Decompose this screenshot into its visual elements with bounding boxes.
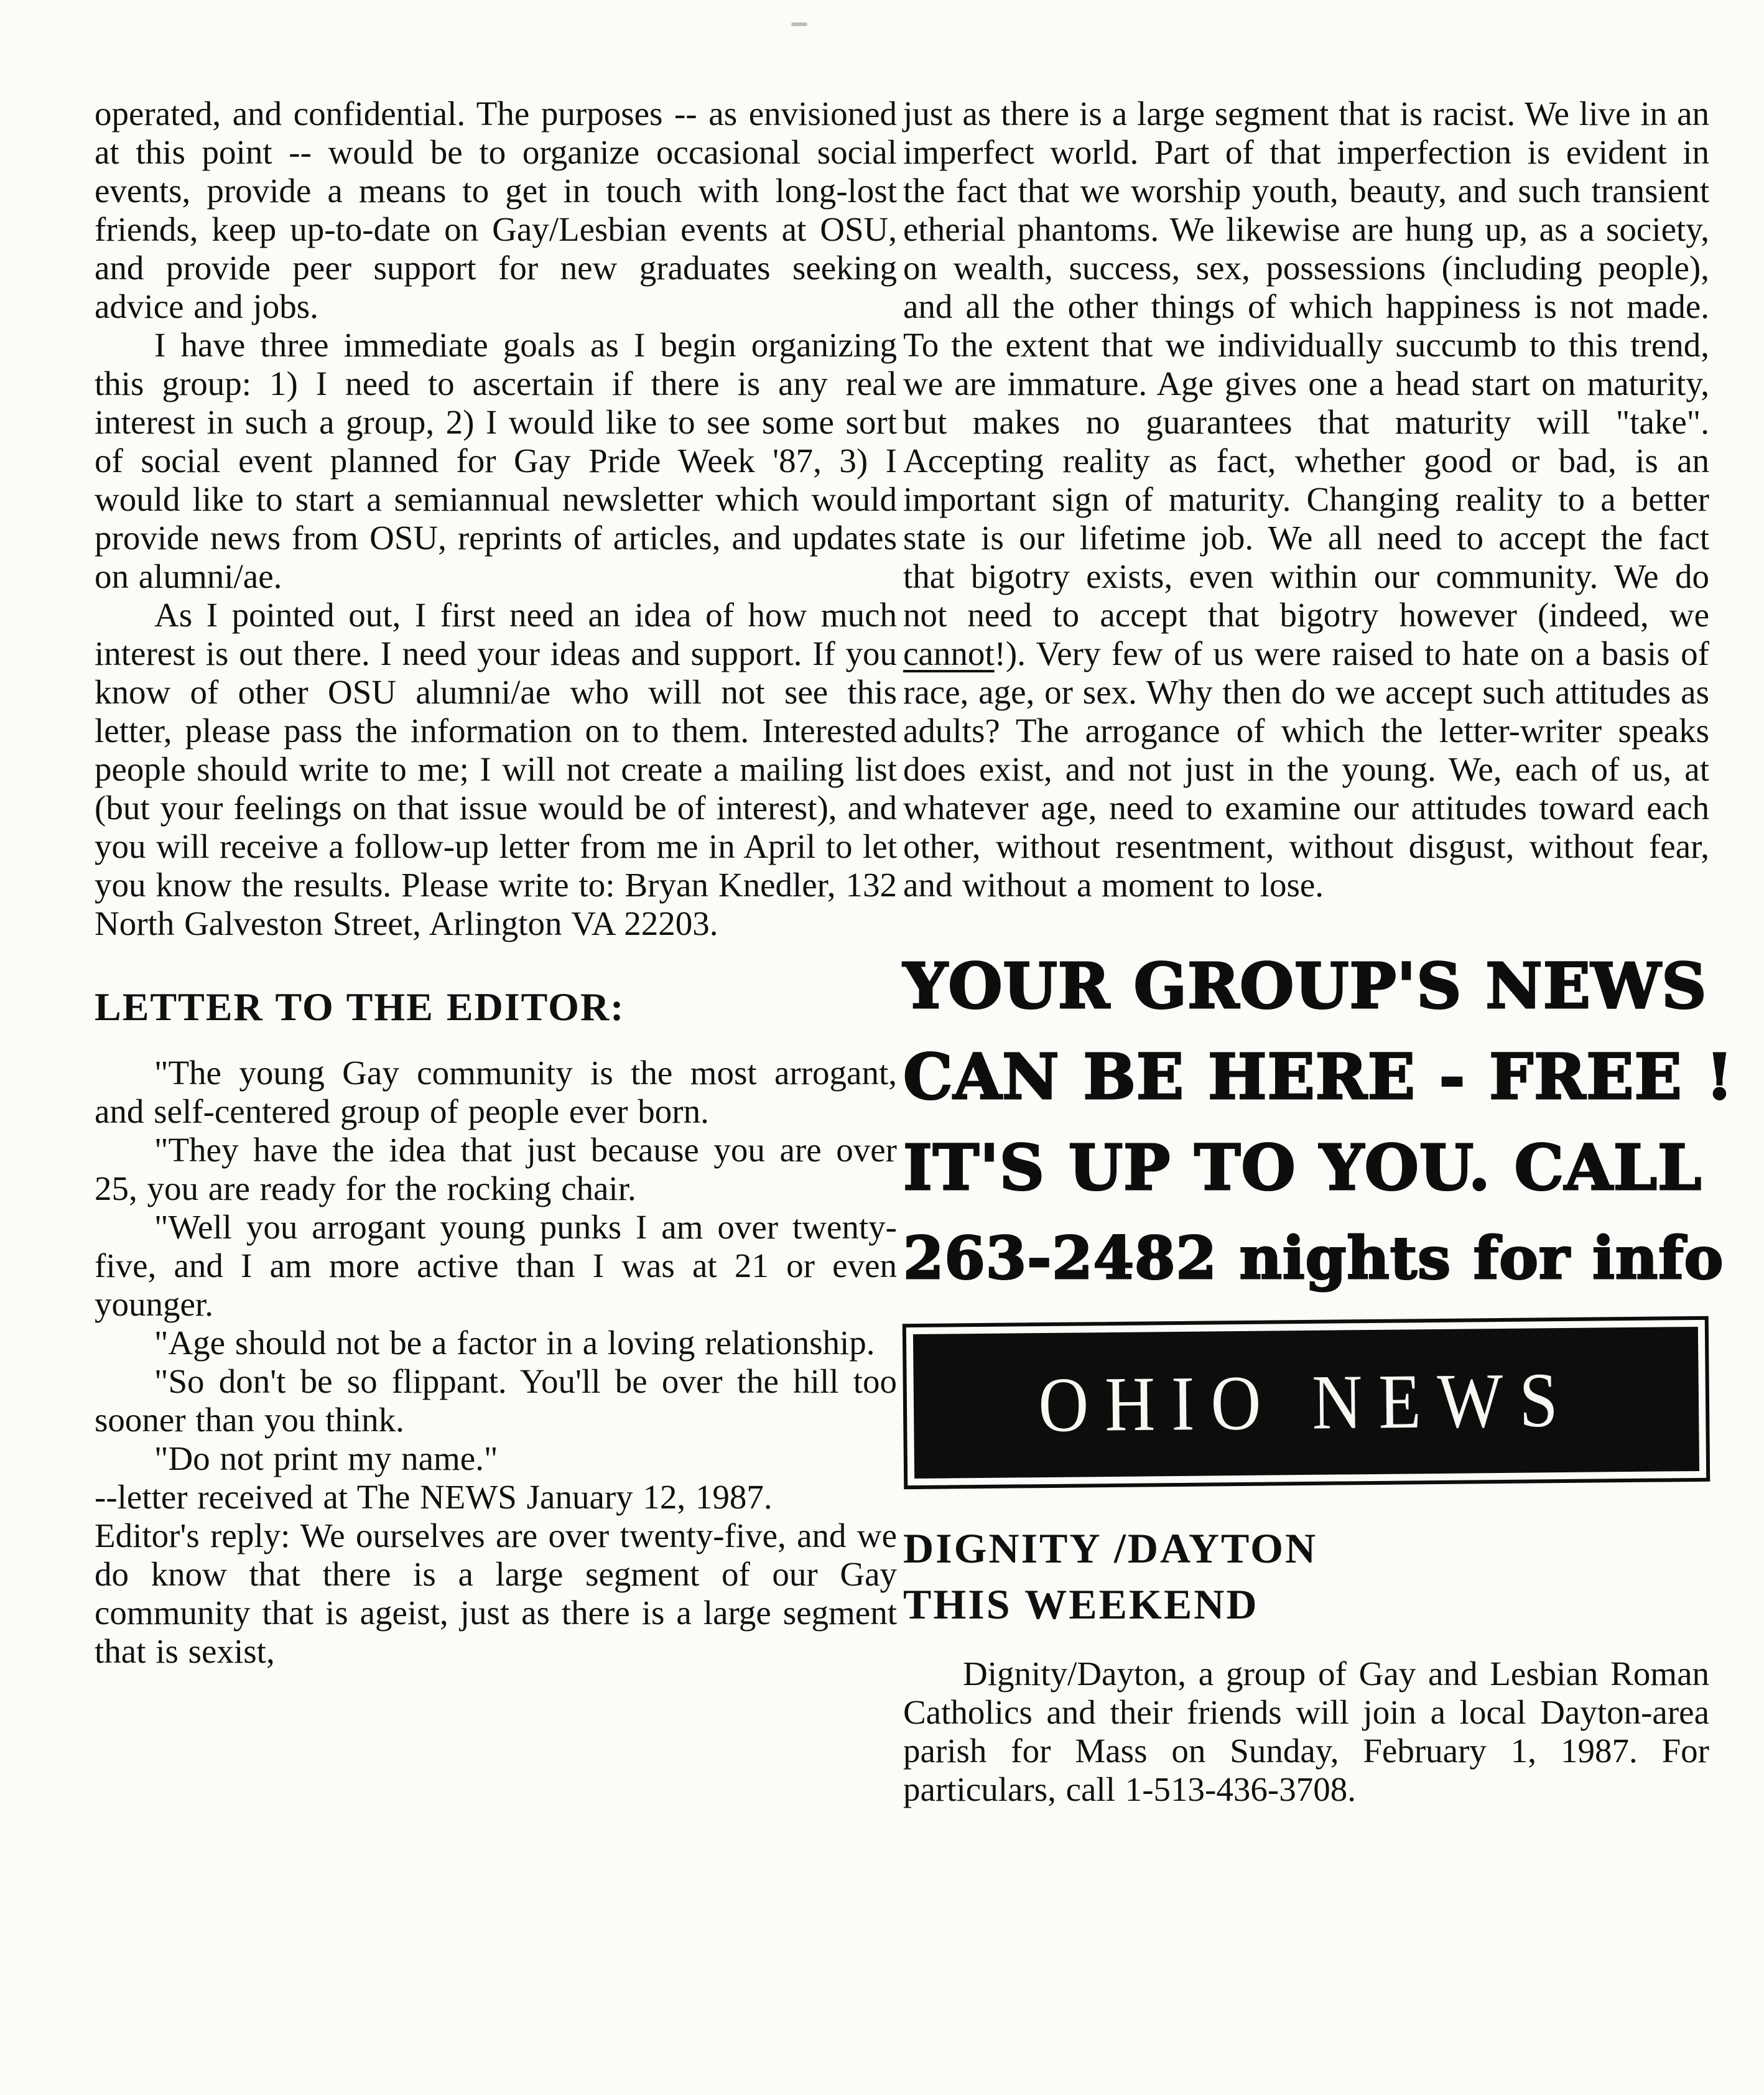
ohio-news-label: OHIO NEWS xyxy=(1038,1357,1575,1449)
ohio-news-banner xyxy=(903,1316,1710,1489)
body-paragraph: I have three immediate goals as I begin organizing this group: 1) I need to ascertain if there is any real interest in such a group, 2) I would like to see some sort of social event planned for Gay Pride Week '87, 3) I would like to start a semiannual newsletter which would provide news from OSU, reprints of articles, and updates on alumni/ae. xyxy=(95,326,897,595)
reply-text: just as there is a large segment that is racist. We live in an imperfect world. Part of that imperfection is evident in the fact that we worship youth, beauty, and such transient etherial phantoms. We likewise are hung up, as a society, on wealth, success, sex, possessions (including people), and all the other things of which happiness is not made. To the extent that we individually succumb to this trend, we are immature. Age gives one a head start on maturity, but makes no guarantees that maturity will "take". Accepting reality as fact, whether good or bad, is an important sign of maturity. Changing reality to a better state is our lifetime job. We all need to accept the fact that bigotry exists, even within our community. We do not need to accept that bigotry however (indeed, we xyxy=(903,95,1709,634)
left-column xyxy=(95,95,897,1671)
ad-line: CAN BE HERE - FREE ! xyxy=(903,1040,1734,1113)
scan-artifact xyxy=(791,22,807,26)
reply-text: !). Very few of us were raised to hate on a basis of race, age, or sex. Why then do we accept such attitudes as adults? The arrogance of which the letter-writer speaks does exist, and not just in the young. We, each of us, at whatever age, need to examine our attitudes toward each other, without resentment, without disgust, without fear, and without a moment to lose. xyxy=(903,634,1709,904)
this-weekend-heading-line: THIS WEEKEND xyxy=(903,1581,1259,1628)
letter-paragraph: "The young Gay community is the most arrogant, and self-centered group of people ever born. xyxy=(95,1054,897,1130)
editors-reply: Editor's reply: We ourselves are over twenty-five, and we do know that there is a large segment of our Gay community that is ageist, just as there is a large segment that is sexist, xyxy=(95,1517,897,1670)
group-news-ad xyxy=(903,941,1734,1304)
underlined-word: cannot xyxy=(903,634,995,672)
dignity-dayton-heading xyxy=(903,1520,1709,1632)
letter-attribution: --letter received at The NEWS January 12, 1987. xyxy=(95,1478,773,1516)
letter-paragraph: "So don't be so flippant. You'll be over the hill too sooner than you think. xyxy=(95,1362,897,1439)
right-column xyxy=(903,95,1734,1809)
letter-paragraph: "Age should not be a factor in a loving relationship. xyxy=(154,1324,875,1362)
dignity-dayton-paragraph: Dignity/Dayton, a group of Gay and Lesbian Roman Catholics and their friends will join a local Dayton-area parish for Mass on Sunday, February 1, 1987. For particulars, call 1-513-436-3708. xyxy=(903,1655,1709,1808)
editors-reply-continued xyxy=(903,95,1709,904)
body-paragraph: As I pointed out, I first need an idea of how much interest is out there. I need your ideas and support. If you know of other OSU alumni/ae who will not see this letter, please pass the information on to them. Interested people should write to me; I will not create a mailing list (but your feelings on that issue would be of interest), and you will receive a follow-up letter from me in April to let you know the results. Please write to: Bryan Knedler, 132 North Galveston Street, Arlington VA 22203. xyxy=(95,596,897,942)
letter-paragraph: "They have the idea that just because you are over 25, you are ready for the rocking chair. xyxy=(95,1131,897,1207)
ohio-news-banner-inner xyxy=(913,1327,1699,1479)
ad-line: IT'S UP TO YOU. CALL xyxy=(903,1131,1702,1204)
letter-paragraph: "Well you arrogant young punks I am over twenty-five, and I am more active than I was at 21 or even younger. xyxy=(95,1208,897,1323)
letter-to-editor-heading: LETTER TO THE EDITOR: xyxy=(95,985,625,1029)
ad-line: YOUR GROUP'S NEWS xyxy=(903,949,1707,1023)
letter-paragraph: "Do not print my name." xyxy=(154,1439,498,1477)
ad-line: 263-2482 nights for info xyxy=(903,1224,1724,1293)
body-paragraph: operated, and confidential. The purposes -- as envisioned at this point -- would be to organize occasional social events, provide a means to get in touch with long-lost friends, keep up-to-date on Gay/Lesbian events at OSU, and provide peer support for new graduates seeking advice and jobs. xyxy=(95,95,897,325)
dignity-heading-line: DIGNITY /DAYTON xyxy=(903,1525,1318,1572)
